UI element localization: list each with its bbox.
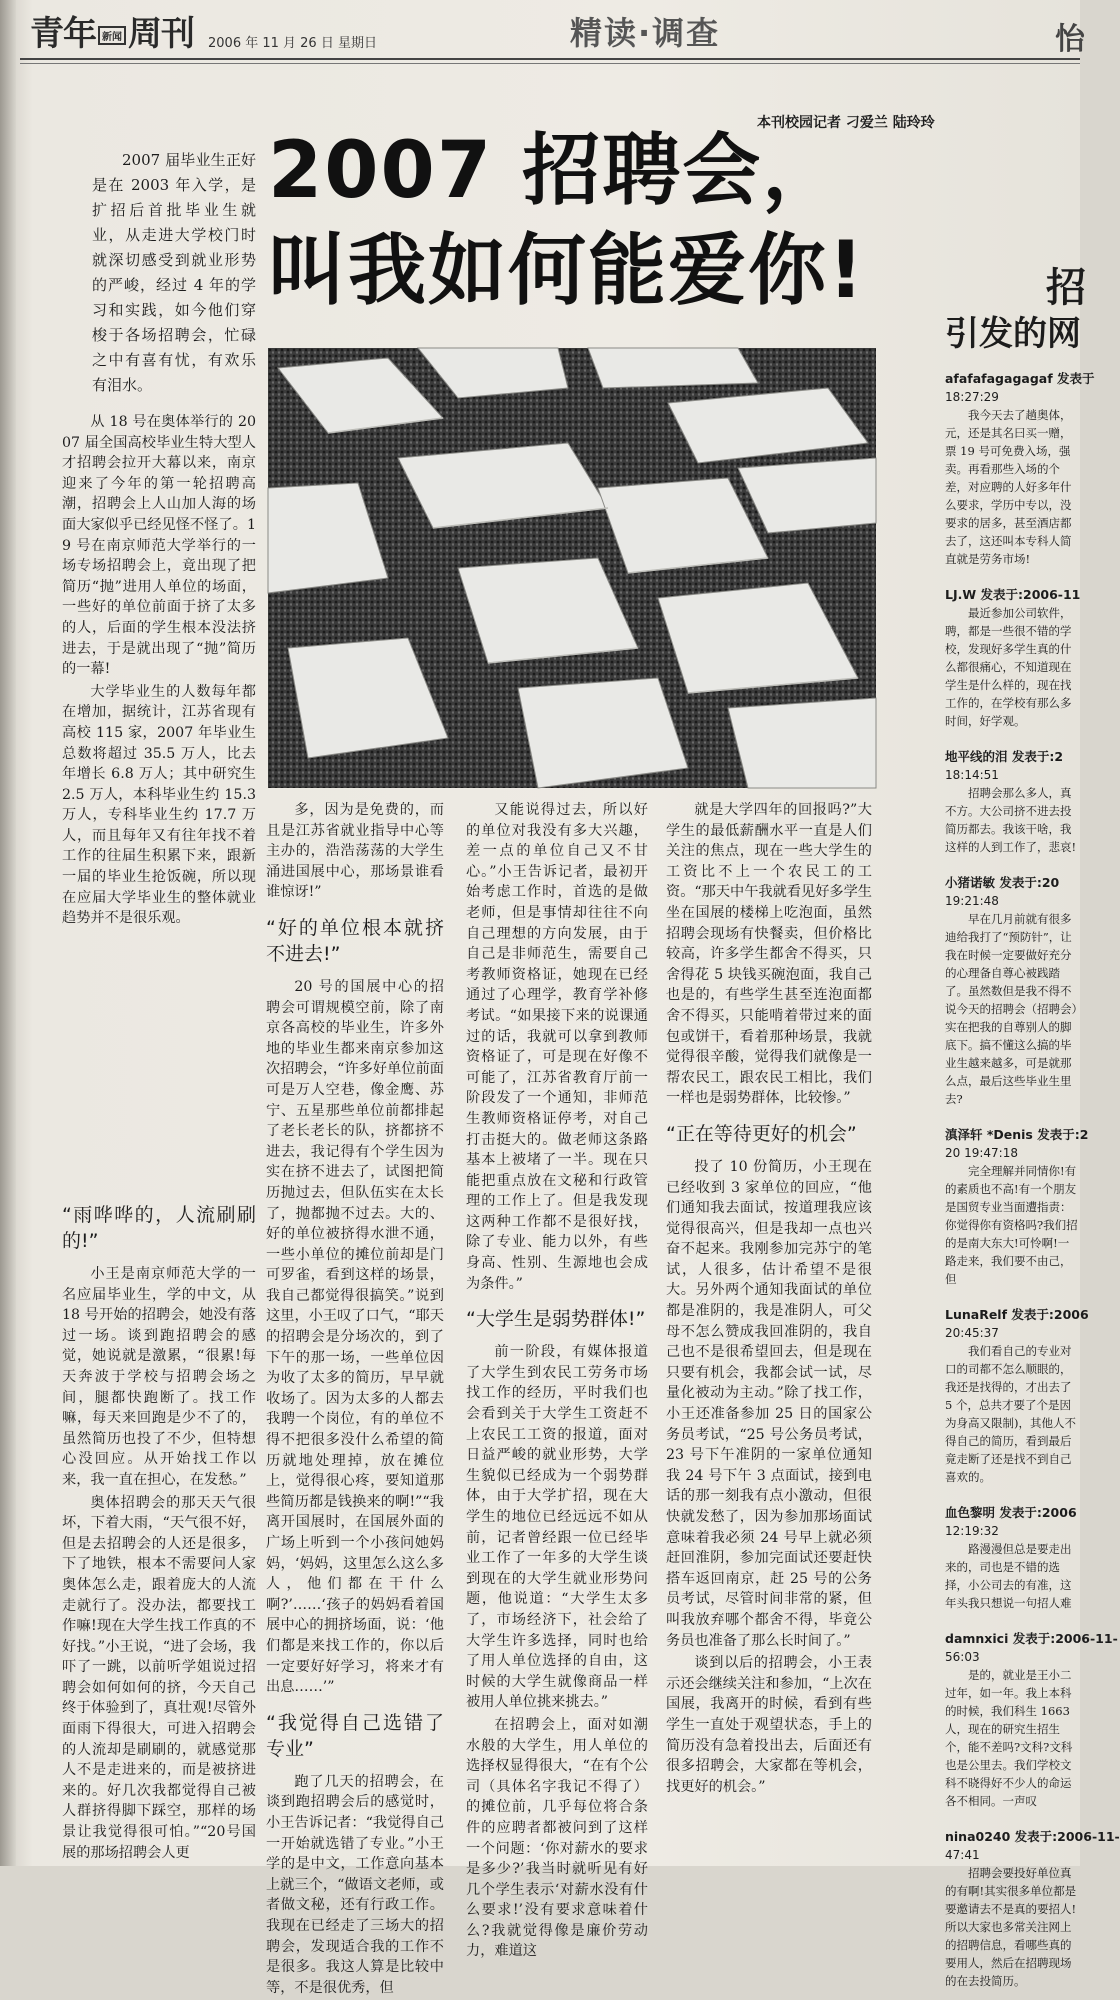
comment-time: 20:45:37 — [945, 1326, 999, 1340]
comment-author: afafafagagagaf 发表于 — [945, 371, 1095, 386]
article-column-1b — [62, 1190, 256, 1865]
comment-author: 滇泽轩 *Denis 发表于:2 — [945, 1127, 1089, 1142]
page-edge — [0, 0, 16, 1866]
comment-body: 最近参加公司软件，聘，都是一些很不错的学校，发现好多学生真的什么都很痛心，不知道现在学生是什么样的，现在找工作的，在学校有那么多时间，好学观。 — [945, 606, 1072, 728]
subheading: “大学生是弱势群体!” — [466, 1308, 646, 1331]
comment-author: nina0240 发表于:2006-11- — [945, 1829, 1120, 1844]
job-fair-photo — [268, 348, 876, 788]
header-rule — [20, 58, 1080, 60]
comment — [945, 748, 1080, 856]
crowd-illustration — [268, 348, 876, 788]
comment — [945, 1504, 1080, 1612]
comment-time: 56:03 — [945, 1650, 980, 1664]
comment — [945, 370, 1095, 568]
subheading: “好的单位根本就挤不进去!” — [266, 916, 444, 965]
comment-body: 招聘会要投好单位真的有啊!其实很多单位都是要邀请去不是真的要招人!所以大家也多常关注网上的招聘信息，看哪些真的要用人，然后在招聘现场的在去投简历。 — [945, 1866, 1077, 1988]
header-rule-thin — [20, 63, 1080, 64]
paragraph: 跑了几天的招聘会，在谈到跑招聘会后的感觉时，小王告诉记者：“我觉得自己一开始就选错了专业。”小王学的是中文，工作意向基本上就三个，“做语文老师，或者做文秘，还有行政工作。我现在已经走了三场大的招聘会，发现适合我的工作不是很多。我这人算是比较中等，不是很优秀，但 — [266, 1773, 444, 1996]
comment — [945, 874, 1080, 1108]
paragraph: 从 18 号在奥体举行的 2007 届全国高校毕业生特大型人才招聘会拉开大幕以来，南京迎来了今年的第一轮招聘高潮，招聘会上人山加人海的场面大家似乎已经见怪不怪了。19 号在南京师范大学举行的一场专场招聘会上，竟出现了把简历“抛”进用人单位的场面，一些好的单位前面于挤了太多的人，后面的学生根本没法挤进去，于是就出现了“抛”简历的一幕! — [62, 414, 256, 678]
comment-time: 18:27:29 — [945, 390, 999, 404]
header-right-fragment: 怡 — [1055, 22, 1085, 57]
article-column-2 — [266, 800, 444, 2000]
article-lead — [92, 148, 256, 400]
masthead-box: 新闻 — [98, 26, 126, 45]
comment — [945, 1126, 1089, 1288]
comment-author: 小猪诺敏 发表于:20 — [945, 875, 1060, 890]
comment-body: 是的，就业是王小二过年，如一年。我上本科的时候，我们科生 1663 人，现在的研究生招生个，能不差吗?文科?文科也是公里去。我们学校文科不晓得好不少人的命运各不相同。一声叹 — [945, 1668, 1073, 1808]
paragraph: 前一阶段，有媒体报道了大学生到农民工劳务市场找工作的经历，平时我们也会看到关于大学生工资赶不上农民工工资的报道，面对日益严峻的就业形势，大学生貌似已经成为一个弱势群体，由于大学扩招，现在大学生的地位已经远远不如从前，记者曾经跟一位已经毕业工作了一年多的大学生谈到现在的大学生就业形势问题，他说道：“大学生太多了，市场经济下，社会给了大学生许多选择，同时也给了用人单位选择的自由，这时候的大学生就像商品一样被用人单位挑来挑去。” — [466, 1344, 648, 1711]
subheading: “我觉得自己选错了专业” — [266, 1711, 444, 1760]
paragraph: 奥体招聘会的那天天气很坏，下着大雨，“天气很不好，但是去招聘会的人还是很多，下了地铁，根本不需要问人家奥体怎么走，跟着庞大的人流走就行了。没办法，都要找工作嘛!现在大学生找工作真的不好找。”小王说，“进了会场，我吓了一跳，以前听学姐说过招聘会如何如何的挤，今天自己终于体验到了，真壮观!尽管外面雨下得很大，可进入招聘会的人流却是刷刷的，就感觉那人不是走进来的，而是被挤进来的。好几次我都觉得自己被人群挤得脚下踩空，那样的场景让我觉得很可怕。”“20号国展的那场招聘会人更 — [62, 1494, 256, 1861]
article-title-line1: 2007 招聘会， — [268, 126, 843, 216]
masthead-logo — [30, 6, 194, 55]
comment-time: 20 19:47:18 — [945, 1146, 1018, 1160]
comment-body: 完全理解并同情你!有的素质也不高!有一个朋友是国贸专业当面遭指责：你觉得你有资格吗?我们招的是南大东大!可怜啊!一路走来，我们要不由己，但 — [945, 1164, 1078, 1286]
comment-body: 招聘会那么多人，真不方。大公司挤不进去投简历都去。我该干啥，我这样的人到工作了，悲哀! — [945, 786, 1077, 854]
comment — [945, 586, 1080, 730]
paragraph: 小王是南京师范大学的一名应届毕业生，学的中文，从 18 号开始的招聘会，她没有落过一场。谈到跑招聘会的感觉，她说就是激累，“很累!每天奔波于学校与招聘会场之间，腿都快跑断了。找工作嘛，每天来回跑是少不了的，虽然简历也投了不少，但特想心没回应。从开始找工作以来，我一直在担心，在发愁。” — [62, 1266, 256, 1488]
paragraph: 谈到以后的招聘会，小王表示还会继续关注和参加，“上次在国展，我离开的时候，看到有些学生一直处于观望状态，手上的简历没有急着投出去，后面还有很多招聘会，大家都在等机会，找更好的机会。” — [666, 1655, 872, 1795]
article-title-line2: 叫我如何能爱你! — [268, 226, 866, 316]
comment — [945, 1306, 1089, 1486]
subheading: “正在等待更好的机会” — [666, 1122, 857, 1145]
article-column-4 — [666, 800, 872, 1799]
comment-body: 我今天去了趟奥体，元，还是其名曰买一赠，票 19 号可免费入场，强卖。再看那些入场的个差，对应聘的人好多年什么要求，学历中专以，没要求的居多，甚至酒店都去了，这还叫本专科人简直就是劳务市场! — [945, 408, 1072, 566]
paragraph: 大学毕业生的人数每年都在增加，据统计，江苏省现有高校 115 家，2007 年毕业生总数将超过 35.5 万人，比去年增长 6.8 万人；其中研究生 2.5 万人，本科毕业生约 15.3 万人，专科毕业生约 17.7 万人，而且每年又有往年找不着工作的往届生积累下来，跟新一届的毕业生抢饭碗，所以现在应届大学毕业生的整体就业趋势并不是很乐观。 — [62, 683, 256, 927]
comment-author: LJ.W 发表于:2006-11 — [945, 587, 1081, 602]
comment — [945, 1630, 1118, 1810]
sidebar-title-line2: 引发的网 — [945, 314, 1081, 354]
paragraph: 又能说得过去，所以好的单位对我没有多大兴趣，差一点的单位自己又不甘心。”小王告诉记者，最初开始考虑工作时，首选的是做老师，但是事情却往往不向自己理想的方向发展，由于自己是非师范生，需要自己考教师资格证，她现在已经通过了心理学，教育学补修考试。“如果接下来的说课通过的话，我就可以拿到教师资格证了，可是现在好像不可能了，江苏省教育厅前一阶段发了一个通知，非师范生教师资格证停考，对自己打击挺大的。做老师这条路基本上被堵了一半。现在只能把重点放在文秘和行政管理的工作上了。但是我发现这两种工作都不是很好找，除了专业、能力以外，有些身高、性别、生源地也会成为条件。” — [466, 802, 648, 1292]
paragraph: 就是大学四年的回报吗?”大学生的最低薪酬水平一直是人们关注的焦点，现在一些大学生的工资比不上一个农民工的工资。“那天中午我就看见好多学生坐在国展的楼梯上吃泡面，虽然招聘会现场有快餐卖，但价格比较高，许多学生都舍不得买，只舍得花 5 块钱买碗泡面，我自己也是的，有些学生甚至连泡面都舍不得买，只能啃着带过来的面包或饼干，看着那种场景，我就觉得很辛酸，觉得我们就像是一帮农民工，跟农民工相比，我们一样也是弱势群体，比较惨。” — [666, 802, 872, 1107]
comment-body: 我们看自己的专业对口的司都不怎么顺眼的，我还是找得的，才出去了 5 个，总共才要了个是因为身高又限制)，其他人不得自己的简历，看到最后竟走断了还是找不到自己喜欢的。 — [945, 1344, 1076, 1484]
lead-paragraph: 2007 届毕业生正好是在 2003 年入学，是扩招后首批毕业生就业，从走进大学校门时就深切感受到就业形势的严峻，经过 4 年的学习和实践，如今他们穿梭于各场招聘会，忙碌之中有喜有忧，有欢乐有泪水。 — [92, 151, 256, 394]
paragraph: 投了 10 份简历，小王现在已经收到 3 家单位的回应，“他们通知我去面试，按道理我应该觉得很高兴，但是我却一点也兴奋不起来。我刚参加完苏宁的笔试，人很多，估计希望不是很大。另外两个通知我面试的单位都是准阴的，我是准阴人，可父母不怎么赞成我回准阴的，我自己也不是很希望回去，但是现在只要有机会，我都会试一试，尽量化被动为主动。”除了找工作，小王还准备参加 25 日的国家公务员考试，“25 号公务员考试，23 号下午准阴的一家单位通知我 24 号下午 3 点面试，接到电话的那一刻我有点小激动，但很快就发愁了，因为参加那场面试意味着我必须 24 号早上就必须赶回淮阴，参加完面试还要赶快搭车返回南京，赶 25 号的公务员考试，尽管时间非常的紧，但叫我放弃哪个都舍不得，毕竟公务员也准备了那么长时间了。” — [666, 1158, 872, 1649]
article-column-3 — [466, 800, 648, 1964]
comment — [945, 1828, 1120, 1990]
sidebar-comments — [945, 370, 1120, 1988]
comment-time: 19:21:48 — [945, 894, 999, 908]
comment-body: 早在几月前就有很多迪给我打了“预防针”，让我在时候一定要做好充分的心理备自尊心被践踏了。虽然数但是我不得不说今天的招聘会（招聘会）实在把我的自尊别人的脚底下。搞不懂这么搞的毕业生越来越多，可是就那么点，最后这些毕业生里去? — [945, 912, 1078, 1106]
article-column-1 — [62, 412, 256, 931]
paragraph: 在招聘会上，面对如潮水般的大学生，用人单位的选择权显得很大，“在有个公司（具体名字我记不得了）的摊位前，几乎每位将合条件的应聘者都被问到了这样一个问题：‘你对薪水的要求是多少?’我当时就听见有好几个学生表示‘对薪水没有什么要求!’没有要求意味着什么?我就觉得像是廉价劳动力，难道这 — [466, 1716, 648, 1960]
masthead-brand-part2: 周刊 — [128, 14, 194, 54]
page-header — [0, 0, 1085, 58]
subheading: “雨哗哗的，人流刷刷的!” — [62, 1204, 256, 1252]
comment-time: 18:14:51 — [945, 768, 999, 782]
comment-body: 路漫漫但总是要走出来的，司也是不错的选择，小公司去的有准，这年头我只想说一句招人难 — [945, 1542, 1072, 1610]
paragraph: 多，因为是免费的，而且是江苏省就业指导中心等主办的，浩浩荡荡的大学生涌进国展中心，那场景谁看谁惊讶!” — [266, 802, 444, 901]
comment-author: damnxici 发表于:2006-11- — [945, 1631, 1118, 1646]
masthead-brand-part: 青年 — [30, 14, 96, 54]
comment-author: 血色黎明 发表于:2006 — [945, 1505, 1077, 1520]
comment-time: 47:41 — [945, 1848, 980, 1862]
comment-time: 12:19:32 — [945, 1524, 999, 1538]
section-title: 精读·调查 — [570, 14, 721, 52]
article-byline: 本刊校园记者 刁爱兰 陆玲玲 — [757, 115, 935, 131]
comment-author: LunaRelf 发表于:2006 — [945, 1307, 1089, 1322]
paragraph: 20 号的国展中心的招聘会可谓规模空前，除了南京各高校的毕业生，许多外地的毕业生都来南京参加这次招聘会，“许多好单位前面可是万人空巷，像金鹰、苏宁、五星那些单位前都排起了老长老长的队，挤都挤不进去，我记得有个学生因为实在挤不进去了，试图把简历抛过去，但队伍实在太长了，抛都抛不过去。大的、好的单位被挤得水泄不通，一些小单位的摊位前却是门可罗雀，看到这样的场景，我自己都觉得很搞笑。”说到这里，小王叹了口气，“耶天的招聘会是分场次的，到了下午的那一场，一些单位因为收了太多的简历，早早就收场了。因为太多的人都去我聘一个岗位，有的单位不得不把很多没什么希望的简历就地处理掉，放在摊位上，觉得很心疼，要知道那些简历都是钱换来的啊!”“我离开国展时，在国展外面的广场上听到一个小孩问她妈妈，‘妈妈，这里怎么这么多人，他们都在干什么啊?’……‘孩子的妈妈看着国展中心的拥挤场面，说：‘他们都是来找工作的，你以后一定要好好学习，将来才有出息……’” — [266, 978, 444, 1696]
issue-date: 2006 年 11 月 26 日 星期日 — [208, 36, 377, 51]
sidebar-title-line1: 招 — [1046, 265, 1086, 311]
comment-author: 地平线的泪 发表于:2 — [945, 749, 1064, 764]
